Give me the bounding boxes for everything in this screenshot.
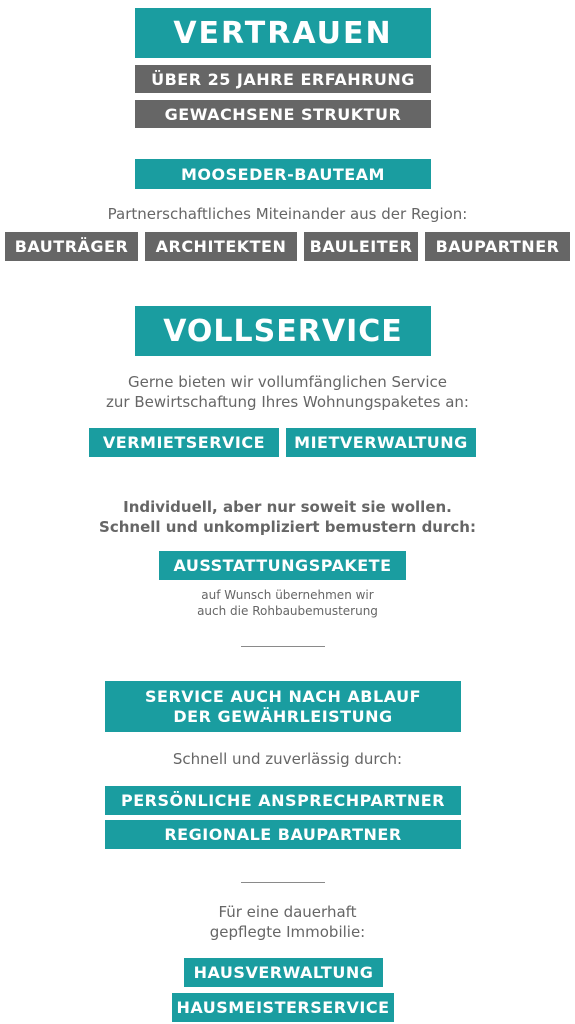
nachservice-intro: Schnell und zuverlässig durch: — [172, 750, 403, 768]
partner-bauleiter: BAULEITER — [304, 232, 418, 261]
individuell-line1: Individuell, aber nur soweit sie wollen. — [123, 498, 452, 516]
immobilie-line2: gepflegte Immobilie: — [209, 923, 366, 941]
divider-2 — [241, 882, 325, 883]
bauteam-title: MOOSEDER-BAUTEAM — [135, 159, 431, 189]
hausverwaltung-badge: HAUSVERWALTUNG — [184, 958, 383, 987]
hausmeisterservice-badge: HAUSMEISTERSERVICE — [172, 993, 394, 1022]
partner-baupartner: BAUPARTNER — [425, 232, 570, 261]
regionale-baupartner-badge: REGIONALE BAUPARTNER — [105, 820, 461, 849]
vollservice-intro-line1: Gerne bieten wir vollumfänglichen Service — [128, 373, 447, 391]
ansprechpartner-badge: PERSÖNLICHE ANSPRECHPARTNER — [105, 786, 461, 815]
immobilie-line1: Für eine dauerhaft — [218, 903, 357, 921]
partner-architekten: ARCHITEKTEN — [145, 232, 297, 261]
struktur-badge: GEWACHSENE STRUKTUR — [135, 100, 431, 128]
vermietservice-badge: VERMIETSERVICE — [89, 428, 279, 457]
ausstattungspakete-badge: AUSSTATTUNGSPAKETE — [159, 551, 406, 580]
nachservice-title — [105, 681, 461, 732]
vollservice-intro-line2: zur Bewirtschaftung Ihres Wohnungspaketes an: — [106, 393, 469, 411]
rohbau-note-line2: auch die Rohbaubemusterung — [197, 604, 378, 618]
vertrauen-title: VERTRAUEN — [135, 8, 431, 58]
bauteam-intro: Partnerschaftliches Miteinander aus der Region: — [107, 205, 468, 223]
nachservice-title-line2: DER GEWÄHRLEISTUNG — [173, 706, 393, 726]
nachservice-title-line1: SERVICE AUCH NACH ABLAUF — [145, 686, 421, 706]
vollservice-title: VOLLSERVICE — [135, 306, 431, 356]
partner-bautraeger: BAUTRÄGER — [5, 232, 138, 261]
mietverwaltung-badge: MIETVERWALTUNG — [286, 428, 476, 457]
erfahrung-badge: ÜBER 25 JAHRE ERFAHRUNG — [135, 65, 431, 93]
rohbau-note-line1: auf Wunsch übernehmen wir — [201, 588, 374, 602]
individuell-line2: Schnell und unkompliziert bemustern durch: — [99, 518, 476, 536]
divider-1 — [241, 646, 325, 647]
